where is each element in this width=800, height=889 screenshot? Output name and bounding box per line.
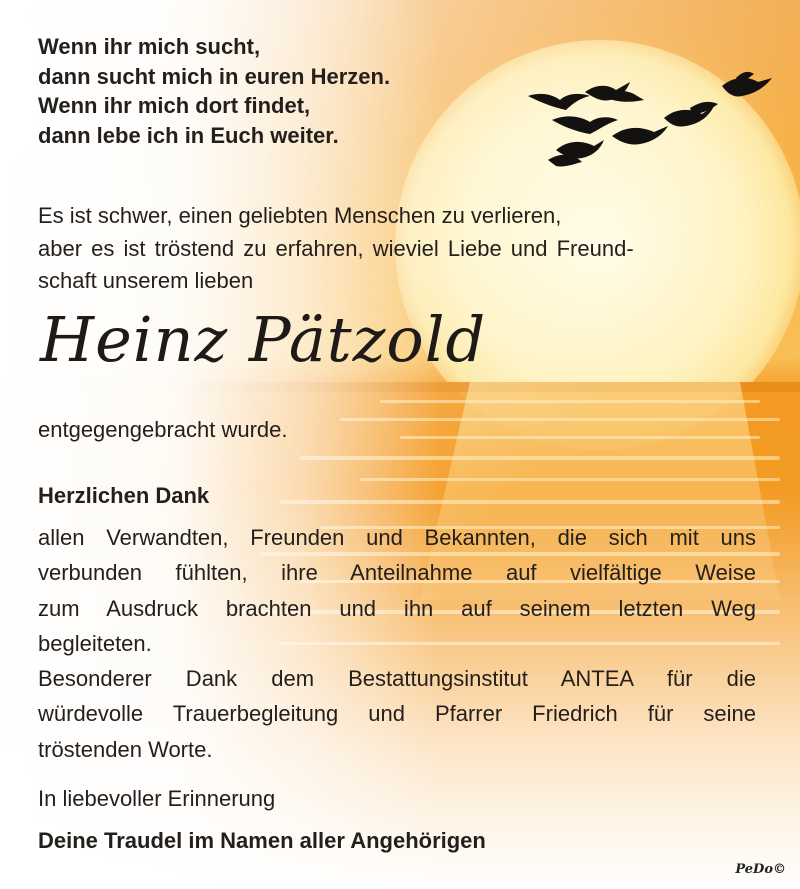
memorial-poem (38, 32, 498, 150)
intro-text (38, 200, 760, 298)
thanks-text (38, 520, 756, 767)
poem-line: Wenn ihr mich dort findet, (38, 93, 311, 118)
thanks-line: Besonderer Dank dem Bestattungsinstitut ANTEA für die (38, 666, 756, 692)
after-name-text: entgegengebracht wurde. (38, 417, 288, 442)
thanks-heading: Herzlichen Dank (38, 483, 210, 508)
signature: Deine Traudel im Namen aller Angehörigen (38, 828, 486, 853)
intro-line: Es ist schwer, einen geliebten Menschen zu verlieren, (38, 203, 562, 228)
thanks-line: begleiteten. (38, 630, 152, 656)
thanks-line: tröstenden Worte. (38, 736, 213, 762)
thanks-line: allen Verwandten, Freunden und Bekannten, die sich mit uns (38, 525, 756, 550)
closing-text: In liebevoller Erinnerung (38, 786, 276, 811)
thanks-line: verbunden fühlten, ihre Anteilnahme auf vielfältige Weise (38, 560, 756, 586)
intro-line: aber es ist tröstend zu erfahren, wieviel Liebe und Freund- (38, 235, 634, 261)
poem-line: dann sucht mich in euren Herzen. (38, 63, 391, 89)
thanks-line: zum Ausdruck brachten und ihn auf seinem letzten Weg (38, 595, 756, 621)
poem-line: Wenn ihr mich sucht, (38, 34, 261, 59)
maker-mark: PeDo© (735, 862, 786, 877)
deceased-name: Heinz Pätzold (40, 303, 487, 376)
poem-line: dann lebe ich in Euch weiter. (38, 122, 339, 148)
thanks-line: würdevolle Trauerbegleitung und Pfarrer Friedrich für seine (38, 701, 756, 727)
intro-line: schaft unserem lieben (38, 268, 254, 293)
